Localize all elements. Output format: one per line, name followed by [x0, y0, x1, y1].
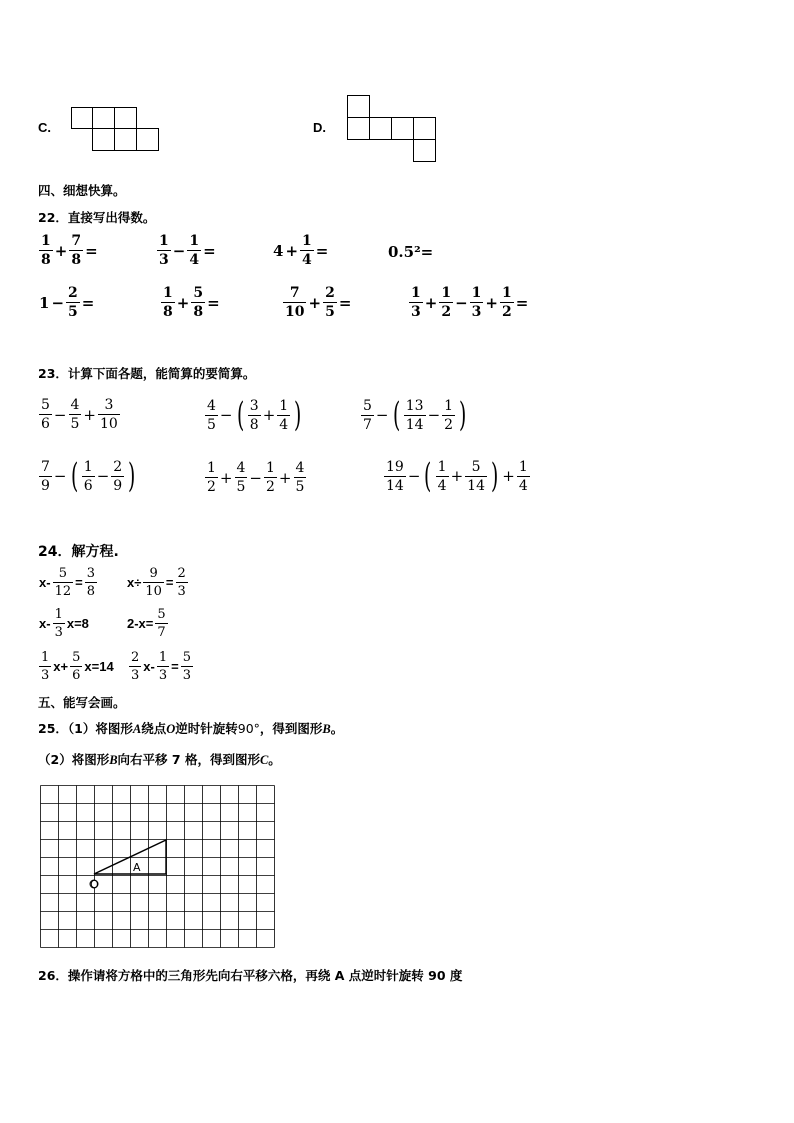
q25-grid-drawing [40, 785, 276, 949]
triangle-a-label: A [133, 861, 141, 874]
q23-expr-6: $\frac{19}{14}$ − ( $\frac{1}{4}$ + $\frac{5}{14}$ ) + $\frac{1}{4}$ [386, 456, 528, 496]
q25-line-1: 25．（1）将图形A绕点O逆时针旋转90°，得到图形B。 [38, 721, 344, 736]
option-d-label: D. [313, 120, 326, 135]
q22-title: 22．直接写出得数。 [38, 210, 156, 225]
frac: $\frac{1}{8}$ [41, 233, 51, 268]
q25-line-2: （2）将图形B向右平移 7 格，得到图形C。 [38, 752, 281, 767]
q22-expr-5: 1 − $\frac{2}{5}$ = [39, 285, 95, 320]
option-c-net[interactable] [71, 107, 161, 153]
option-c-label: C. [38, 120, 51, 135]
q23-expr-1: $\frac{5}{6}$ − $\frac{4}{5}$ + $\frac{3}{10}$ [41, 397, 118, 432]
q23-expr-5: $\frac{1}{2}$ + $\frac{4}{5}$ − $\frac{1}{2}$ + $\frac{4}{5}$ [207, 460, 305, 495]
point-o-label: O [90, 878, 99, 891]
q24-title: 24．解方程. [38, 544, 119, 560]
q22-expr-1: $\frac{1}{8}$ + $\frac{7}{8}$ = [41, 233, 98, 268]
q23-expr-2: $\frac{4}{5}$ − ( $\frac{3}{8}$ + $\frac{1}{4}$ ) [207, 395, 302, 435]
q24-eq-5: $\frac{1}{3}$ x+ $\frac{5}{6}$ x=14 [41, 650, 114, 683]
section-5-title: 五、能写会画。 [38, 695, 126, 710]
option-d-net-drawing [347, 95, 439, 163]
q22-expr-3: 4 + $\frac{1}{4}$ = [273, 233, 329, 268]
q22-expr-2: $\frac{1}{3}$ − $\frac{1}{4}$ = [159, 233, 216, 268]
triangle-a [94, 840, 166, 874]
q24-eq-3: x- $\frac{1}{3}$ x=8 [39, 607, 89, 640]
q24-eq-4: 2-x= $\frac{5}{7}$ [127, 607, 166, 640]
q23-title: 23．计算下面各题，能简算的要简算。 [38, 366, 256, 381]
q25-grid[interactable] [40, 785, 276, 949]
frac: $\frac{7}{8}$ [71, 233, 82, 268]
section-4-title: 四、细想快算。 [38, 183, 126, 198]
option-d-net[interactable] [347, 95, 439, 163]
q22-expr-7: $\frac{7}{10}$ + $\frac{2}{5}$ = [285, 285, 352, 320]
q22-expr-4: 0.5²= [388, 243, 434, 261]
q24-eq-2: x÷ $\frac{9}{10}$ = $\frac{2}{3}$ [127, 566, 186, 599]
q23-expr-4: $\frac{7}{9}$ − ( $\frac{1}{6}$ − $\frac{2}{9}$ ) [41, 456, 136, 496]
q26-title: 26．操作请将方格中的三角形先向右平移六格，再绕 A 点逆时针旋转 90 度 [38, 968, 463, 983]
q24-eq-6: $\frac{2}{3}$ x- $\frac{1}{3}$ = $\frac{5}{3}$ [131, 650, 191, 683]
q22-expr-6: $\frac{1}{8}$ + $\frac{5}{8}$ = [163, 285, 220, 320]
q23-expr-3: $\frac{5}{7}$ − ( $\frac{13}{14}$ − $\frac{1}{2}$ ) [363, 395, 467, 435]
q22-expr-8: $\frac{1}{3}$ + $\frac{1}{2}$ − $\frac{1}{3}$ + $\frac{1}{2}$ = [411, 285, 529, 320]
q24-eq-1: x- $\frac{5}{12}$ = $\frac{3}{8}$ [39, 566, 95, 599]
option-c-net-drawing [71, 107, 161, 153]
